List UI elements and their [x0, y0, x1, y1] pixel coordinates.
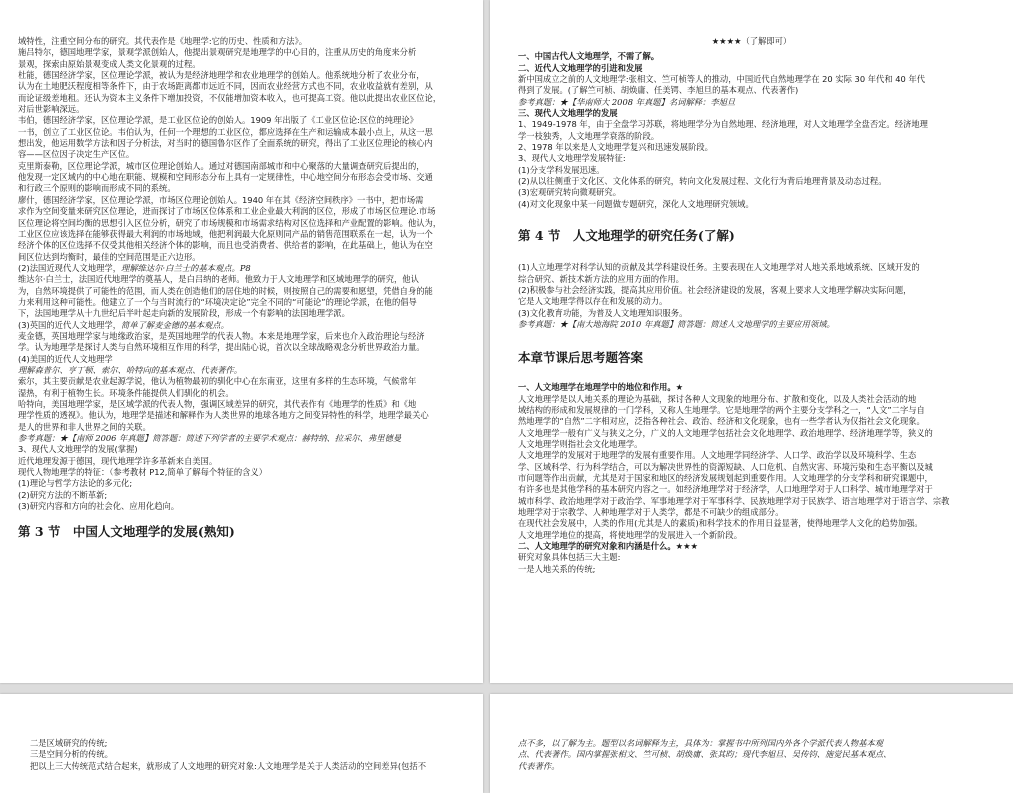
text-run: 人文地理学一般有广义与狭义之分，广义的人文地理学包括社会文化地理学、政治地理学、经济地理学等，狭义的	[518, 427, 933, 438]
text-line	[18, 331, 465, 342]
text-run: 二、近代人文地理学的引进和发展	[518, 62, 643, 73]
text-run: (3)宏观研究转向微观研究。	[518, 187, 622, 198]
text-run: 研究对象具体包括三大主题:	[518, 552, 621, 563]
page-2	[490, 0, 1013, 683]
text-line	[518, 319, 985, 330]
text-run: (1)人立地理学对科学认知的贡献及其学科建设任务。主要表现在人文地理学对人地关系地域系统、区域开发的	[518, 262, 920, 273]
text-run: 学一枝独秀，人文地理学衰落的阶段。	[518, 130, 660, 141]
text-line	[18, 388, 465, 399]
text-run: 三是空间分析的传统。	[30, 749, 113, 760]
text-line	[18, 422, 465, 433]
text-line	[518, 473, 985, 484]
text-run: 他发现一定区域内的中心地在职能、规模和空间形态分布上具有一定规律性，中心地空间分布形态会受市场、交通	[18, 172, 433, 183]
page-2-section-4	[518, 262, 985, 330]
text-run: (3)文化教育功能，为普及人文地理知识服务。	[518, 307, 688, 318]
text-run: 域结构的形成和发展规律的一门学科，又称人生地理学。它是地理学的两个主要分支学科之一，“人文”二字与自	[518, 404, 925, 415]
italic-text-run: 代表著作。	[518, 760, 560, 771]
text-run: (2)研究方法的不断革新;	[18, 489, 108, 500]
text-run: 哈特向，美国地理学家，是区域学派的代表人物，强调区域差异的研究，其代表作有《地理学的性质》和《地	[18, 399, 417, 409]
text-line	[18, 252, 465, 263]
text-line	[18, 286, 465, 297]
text-line	[518, 530, 985, 541]
italic-text-run: 参考真题：★【华南师大 2008 年真题】名词解释：李旭旦	[518, 96, 736, 107]
text-run: 经济个体的区位选择不仅受其他相关经济个体的影响，而且也受消费者、供给者的影响，在此基础上，他认为在空	[18, 240, 433, 251]
text-run: 城市科学、政治地理学对于政治学、军事地理学对于军事科学、民族地理学对于民族学、语言地理学对于语言学、宗教	[518, 495, 950, 506]
text-run: 间区位达到均衡时，最佳的空间范围是正六边形。	[18, 251, 201, 262]
text-line	[518, 738, 985, 749]
page-1	[0, 0, 483, 683]
section-heading-3: 第 3 节 中国人文地理学的发展(熟知)	[18, 524, 235, 540]
page-3-body	[30, 738, 465, 772]
text-line	[518, 462, 985, 473]
text-line	[18, 36, 465, 47]
text-line	[18, 218, 465, 229]
text-run: 人文地理学地位的提高，将使地理学的发展进入一个新阶段。	[518, 529, 743, 540]
text-line	[18, 376, 465, 387]
text-run: 近代地理发源于德国，现代地理学许多革新来自美国。	[18, 455, 218, 466]
text-run: 克里斯泰勒，区位理论学派，城市区位理论创始人。通过对德国南部城市和中心聚落的大量调查研究后提出的，	[18, 160, 425, 171]
text-run: 是人的世界和非人世界之间的关联。	[18, 421, 151, 432]
text-run: 一、人文地理学在地理学中的地位和作用。★	[518, 382, 684, 393]
text-run: 施吕特尔，德国地理学家，景观学派创始人，他提出景观研究是地理学的中心目的，注重从历史的角度来分析	[18, 47, 417, 58]
italic-text-run: 点不多，以了解为主。题型以名词解释为主，具体为：掌握书中所列国内外各个学派代表人物基本观	[518, 738, 884, 748]
text-line	[518, 119, 985, 130]
text-line	[18, 93, 465, 104]
text-run: 理学性质的透视》。他认为，地理学是描述和解释作为人类世界的地球各地方之间变异特性的科学，地理学最关心	[18, 410, 429, 421]
text-line	[518, 484, 985, 495]
text-run: 综合研究、新技术新方法的应用方面的作用。	[518, 273, 684, 284]
text-line	[518, 176, 985, 187]
text-line	[18, 410, 465, 421]
text-run: 下，法国地理学从十九世纪后半叶起走向新的发展阶段，形成一个有影响的法国地理学派。	[18, 308, 350, 319]
italic-text-run: 参考真题：★【南大地海院 2010 年真题】简答题：简述人文地理学的主要应用领域。	[518, 318, 835, 329]
text-line	[30, 749, 465, 760]
text-line	[18, 297, 465, 308]
text-run: (2)积极参与社会经济实践，提高其应用价值。社会经济建设的发展，客观上要求人文地理学解决实际问题，	[518, 284, 912, 295]
text-line	[18, 127, 465, 138]
text-line	[18, 104, 465, 115]
text-line	[518, 187, 985, 198]
text-run: 工业区位应该选择在能够获得最大利润的市场地域，他把利润最大化原则同产品的销售范围联系在一起，认为一个	[18, 228, 433, 239]
text-run: 区位理论将空间均衡的思想引入区位分析，研究了市场规模和市场需求结构对区位选择和产业配置的影响。他认为，	[18, 217, 442, 228]
text-run: 人文地理学则指社会文化地理学。	[518, 438, 643, 449]
text-line	[18, 81, 465, 92]
text-run: 一是人地关系的传统;	[518, 563, 596, 574]
text-line	[518, 296, 985, 307]
text-line	[518, 496, 985, 507]
text-line	[518, 518, 985, 529]
text-line	[518, 74, 985, 85]
text-run: (4)对文化现象中某一问题做专题研究，深化人文地理研究领域。	[518, 198, 754, 209]
text-run: 景观，探索由原始景观变成人类文化景观的过程。	[18, 58, 201, 69]
text-line	[18, 399, 465, 410]
page-2-answers	[518, 382, 985, 575]
text-line	[18, 172, 465, 183]
text-run: 人文地理学的发展对于地理学的发展有重要作用。人文地理学同经济学、人口学、政治学以及环境科学、生态	[518, 450, 917, 461]
text-run: (2)从以往侧重于文化区、文化体系的研究，转向文化发展过程、文化行为背后地理背景及动态过程。	[518, 176, 887, 187]
text-run: 而论证级差地租。还认为资本主义条件下增加投资，不仅能增加资本收入，也可提高工资。他以此提出农业区位论，	[18, 92, 442, 103]
text-line	[518, 262, 985, 273]
text-run: 麦金德，英国地理学家与地缘政治家，是英国地理学的代表人物。本来是地理学家，后来也介入政治理论与经济	[18, 330, 425, 341]
section-heading-4: 第 4 节 人文地理学的研究任务(了解)	[518, 228, 735, 244]
text-line	[518, 564, 985, 575]
text-run: 为，自然环境提供了可能性的范围，而人类在创造他们的居住地的时候，则按照自己的需要和愿望，凭借自身的能	[18, 285, 433, 296]
text-line	[18, 70, 465, 81]
text-line	[518, 382, 985, 393]
text-line	[18, 263, 465, 274]
text-line	[18, 456, 465, 467]
text-line	[30, 761, 465, 772]
text-line	[518, 507, 985, 518]
text-run: 学。认为地理学是探讨人类与自然环境相互作用的科学，提出陆心说，首次以全球战略观念分析世界政治力量。	[18, 342, 425, 353]
text-run: (4)美国的近代人文地理学	[18, 353, 113, 364]
text-line	[18, 240, 465, 251]
text-line	[518, 405, 985, 416]
text-run: 力来利用这种可能性。他建立了一个与当时流行的“环境决定论”完全不同的“可能论”的理论学派，在他的倡导	[18, 296, 417, 307]
text-line	[18, 354, 465, 365]
text-line	[18, 320, 465, 331]
text-line	[518, 153, 985, 164]
text-run: 3、现代人文地理学的发展(掌握)	[18, 444, 138, 455]
text-run: 新中国成立之前的人文地理学:张相文、竺可桢等人的推动，中国近代自然地理学在 20 实际 30 年代和 40 年代	[518, 74, 926, 85]
text-run: 湿热，有利于植物生长。环境条件能提供人们驯化的机会。	[18, 387, 234, 398]
text-run: 学、区域科学、行为科学结合，可以为解决世界性的资源短缺、人口危机、自然灾害、环境污染和生态平衡以及城	[518, 461, 933, 472]
text-run: 三、现代人文地理学的发展	[518, 108, 618, 119]
text-line	[518, 131, 985, 142]
text-run: 杜能，德国经济学家，区位理论学派，被认为是经济地理学和农业地理学的创始人。他系统地分析了农业分布，	[18, 70, 425, 81]
text-line	[18, 501, 465, 512]
text-run: 一书，创立了工业区位论。韦伯认为，任何一个理想的工业区位，都应选择在生产和运输成本最小点上，从这一思	[18, 126, 433, 137]
text-line	[18, 161, 465, 172]
text-line	[18, 47, 465, 58]
italic-text-run: 理解森普尔、亨丁顿、索尔、哈特向的基本观点、代表著作。	[18, 364, 243, 375]
text-run: 然地理学的“自然”二字相对应，泛指各种社会、政治、经济和文化现象，也有一些学者认为仅指社会文化现象。	[518, 416, 925, 427]
text-line	[518, 51, 985, 62]
text-line	[18, 229, 465, 240]
text-run: 对后世影响深远。	[18, 104, 85, 115]
text-line	[518, 165, 985, 176]
text-line	[518, 416, 985, 427]
text-line	[518, 108, 985, 119]
text-run: (1)分支学科发展迅速。	[518, 164, 605, 175]
text-run: 二是区域研究的传统;	[30, 738, 108, 748]
text-line	[518, 439, 985, 450]
text-line	[518, 394, 985, 405]
italic-text-run: 简单了解麦金德的基本观点。	[121, 319, 229, 330]
page-2-section-3	[518, 51, 985, 210]
text-run: (3)研究内容和方向的社会化、应用化趋向。	[18, 501, 180, 512]
text-line	[18, 490, 465, 501]
page-1-body	[18, 36, 465, 512]
italic-text-run: 理解维达尔·白兰士的基本观点。P8	[121, 262, 251, 273]
page-4	[490, 694, 1013, 793]
text-run: (1)理论与哲学方法论的多元化;	[18, 478, 133, 489]
text-run: 容——区位因子决定生产区位。	[18, 149, 135, 160]
text-run: 在现代社会发展中，人类的作用(尤其是人的素质)和科学技术的作用日益显著，使得地理学人文化的趋势加强。	[518, 518, 923, 529]
text-line	[518, 97, 985, 108]
text-line	[18, 308, 465, 319]
text-run: 廖什，德国经济学家，区位理论学派，市场区位理论创始人。1940 年在其《经济空间秩序》一书中，把市场需	[18, 194, 424, 205]
text-line	[30, 738, 465, 749]
text-run: 想出发，他运用数学方法和因子分析法，对当时的德国鲁尔区作了全面系统的研究，得出了工业区位理论的核心内	[18, 138, 433, 149]
text-run: 3、现代人文地理学发展特征:	[518, 153, 626, 164]
text-run: 求作为空间变量来研究区位理论，进而探讨了市场区位体系和工业企业最大利润的区位，形成了市场区位理论.市场	[18, 206, 436, 217]
text-line	[518, 63, 985, 74]
text-line	[18, 274, 465, 285]
text-line	[18, 59, 465, 70]
text-run: 韦伯，德国经济学家，区位理论学派，是工业区位论的创始人。1909 年出版了《工业区位论:区位的纯理论》	[18, 115, 418, 126]
text-line	[518, 749, 985, 760]
text-run: 地理学对于宗教学、人种地理学对于人类学，都是不可缺少的组成部分。	[518, 507, 784, 517]
text-run: 域特性，注重空间分布的研究。其代表作是《地理学:它的历史、性质和方法》。	[18, 36, 308, 46]
page-2-rating: ★★★★（了解即可）	[711, 36, 792, 46]
text-run: 1、1949-1978 年，由于全盘学习苏联，将地理学分为自然地理、经济地理，对人文地理学全盘否定。经济地理	[518, 119, 928, 130]
section-heading-answers: 本章节课后思考题答案	[518, 350, 644, 366]
text-run: 维达尔·白兰士，法国近代地理学的奠基人，是白吕纳的老师。他致力于人文地理学和区域地理学的研究，他认	[18, 274, 419, 285]
text-run: 现代人物地理学的特征：（参考教材 P12,简单了解每个特征的含义）	[18, 467, 268, 478]
text-run: (3)英国的近代人文地理学，	[18, 319, 122, 330]
text-line	[18, 138, 465, 149]
text-line	[518, 541, 985, 552]
text-line	[518, 274, 985, 285]
text-run: 二、人文地理学的研究对象和内涵是什么。★★★	[518, 541, 698, 552]
text-line	[18, 115, 465, 126]
page-3	[0, 694, 483, 793]
text-run: 有许多也是其他学科的基本研究内容之一。如经济地理学对于经济学，人口地理学对于人口科学、城市地理学对于	[518, 484, 933, 495]
text-run: 2、1978 年以来是人文地理学复兴和迅速发展阶段。	[518, 142, 713, 153]
text-line	[18, 444, 465, 455]
text-line	[18, 433, 465, 444]
text-line	[518, 761, 985, 772]
text-run: 市问题等作出贡献，尤其是对于国家和地区的经济发展规划起到重要作用。人文地理学的分支学科和研究课题中，	[518, 472, 933, 483]
text-line	[18, 342, 465, 353]
text-run: 索尔，其主要贡献是农业起源学说，他认为植物最初的驯化中心在东南亚，这里有多样的生态环境，气候常年	[18, 376, 417, 387]
text-line	[18, 149, 465, 160]
italic-text-run: 参考真题：★【南师 2006 年真题】简答题：简述下列学者的主要学术观点：赫特纳、拉采尔、弗里德曼	[18, 433, 402, 444]
text-line	[18, 183, 465, 194]
text-run: 人文地理学是以人地关系的理论为基础，探讨各种人文现象的地理分布、扩散和变化，以及人类社会活动的地	[518, 393, 917, 404]
text-line	[518, 85, 985, 96]
page-4-body	[518, 738, 985, 772]
text-line	[18, 467, 465, 478]
text-run: 认为在土地肥沃程度相等条件下，由于农场距离都市远近不同，因而农业经营方式也不同，农业收益就有差别，从	[18, 81, 433, 92]
text-line	[518, 552, 985, 563]
text-run: 和行政三个原则的影响而形成不同的系统。	[18, 183, 176, 194]
text-run: 一、中国古代人文地理学，不需了解。	[518, 51, 660, 62]
text-line	[18, 206, 465, 217]
text-line	[518, 285, 985, 296]
text-line	[518, 199, 985, 210]
italic-text-run: 点、代表著作。国内掌握张相文、竺可桢、胡焕庸、张其昀；现代李旭旦、吴传钧、施觉民基本观点、	[518, 749, 892, 760]
text-run: (2)法国近现代人文地理学，	[18, 262, 122, 273]
text-run: 得到了发展。(了解竺可桢、胡焕庸、任美锷、李旭旦的基本观点、代表著作)	[518, 85, 799, 96]
text-line	[518, 142, 985, 153]
text-line	[518, 308, 985, 319]
text-run: 把以上三大传统范式结合起来，就形成了人文地理的研究对象:人文地理学是关于人类活动的空间差异(包括不	[30, 760, 426, 771]
text-run: 它是人文地理学得以存在和发展的动力。	[518, 296, 668, 307]
text-line	[518, 450, 985, 461]
text-line	[518, 428, 985, 439]
text-line	[18, 195, 465, 206]
text-line	[18, 478, 465, 489]
text-line	[18, 365, 465, 376]
